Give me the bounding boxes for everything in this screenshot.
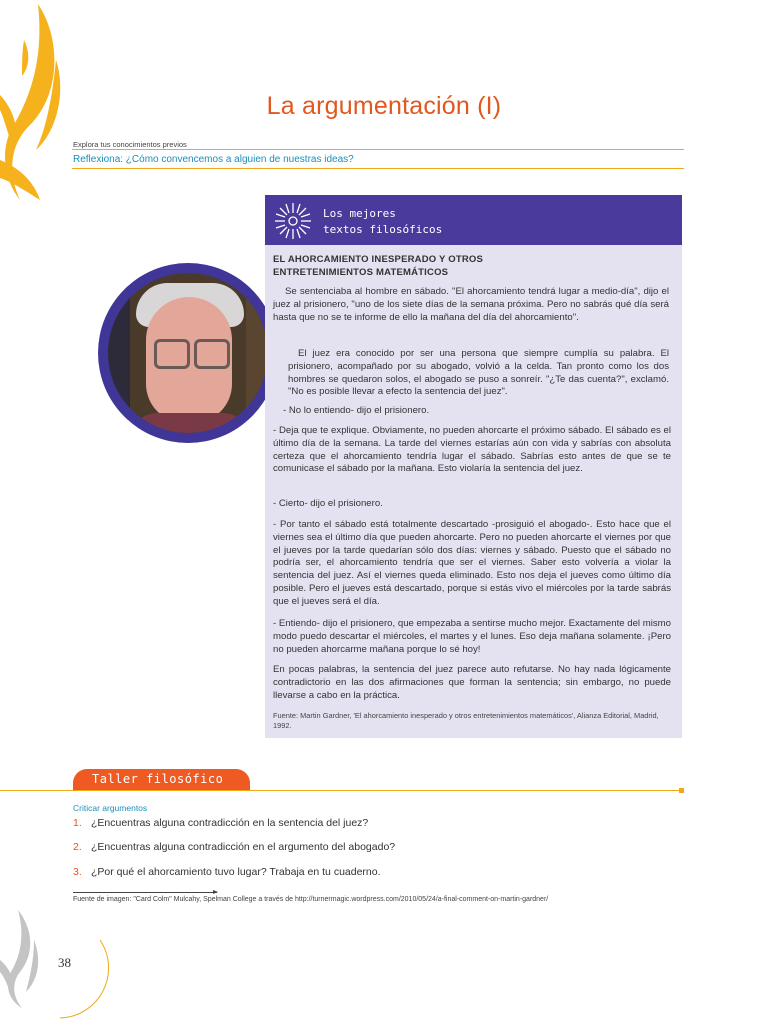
divider xyxy=(0,790,682,791)
taller-label: Taller filosófico xyxy=(92,772,224,786)
paragraph: - Deja que te explique. Obviamente, no pueden ahorcarte el próximo sábado. El sábado es el último día de la semana. La tarde del viernes estarías aún con vida y sabrías con absoluta certeza que el ahorcamiento tendría lugar el sábado. Sabrías esto antes de que se te comunicase el sábado por la mañana. Esto violaría la sentencia del juez. xyxy=(273,425,671,475)
reflexiona-prompt: Reflexiona: ¿Cómo convencemos a alguien de nuestras ideas? xyxy=(73,154,354,165)
starburst-icon xyxy=(272,200,314,242)
question-item xyxy=(73,841,395,853)
portrait-photo xyxy=(108,273,268,433)
divider xyxy=(72,168,684,169)
activity-section: Criticar argumentos xyxy=(73,803,148,813)
paragraph: En pocas palabras, la sentencia del juez parece auto refutarse. No hay nada lógicamente contradictorio en las dos afirmaciones que forman la sentencia; sin embargo, no puede llevarse a cabo en la práctica. xyxy=(273,664,671,701)
question-number: 1. xyxy=(73,817,82,829)
rule-end-marker xyxy=(679,788,684,793)
text-title xyxy=(273,253,673,279)
footnote-rule xyxy=(73,892,217,893)
paragraph: - Entiendo- dijo el prisionero, que empezaba a sentirse mucho mejor. Exactamente del mismo modo puedo descartar el miércoles, el martes y el lunes. Eso deja mañana solamente. ¡Pero no pueden ahorcarme mañana porque lo sé hoy! xyxy=(273,618,671,655)
page-number: 38 xyxy=(58,955,71,970)
question-text: ¿Encuentras alguna contradicción en el argumento del abogado? xyxy=(91,841,396,853)
question-text: ¿Encuentras alguna contradicción en la sentencia del juez? xyxy=(91,817,369,829)
arrow-icon xyxy=(213,890,218,894)
question-item xyxy=(73,817,368,829)
text-title-line: EL AHORCAMIENTO INESPERADO Y OTROS xyxy=(273,254,484,265)
page-title: La argumentación (I) xyxy=(266,92,502,120)
box-heading-line: Los mejores xyxy=(323,207,396,220)
paragraph: - No lo entiendo- dijo el prisionero. xyxy=(283,405,430,416)
paragraph: - Cierto- dijo el prisionero. xyxy=(273,498,383,509)
text-title-line: ENTRETENIMIENTOS MATEMÁTICOS xyxy=(273,267,449,278)
text-source: Fuente: Martin Gardner, 'El ahorcamiento inesperado y otros entretenimientos matemáticos', Alianza Editorial, Madrid, 1992. xyxy=(273,711,659,730)
question-item xyxy=(73,866,381,878)
paragraph: El juez era conocido por ser una persona que siempre cumplía su palabra. El prisionero, acompañado por su abogado, volvió a la celda. Tan pronto como los dos hombres se quedaron solos, el abogado se puso a sonreír. "¿Te das cuenta?", exclamó. "No es posible llevar a efecto la sentencia del juez". xyxy=(288,348,669,398)
divider xyxy=(72,149,684,150)
calligraphy-ornament-bottom xyxy=(0,900,110,1024)
box-heading xyxy=(323,206,442,238)
box-heading-line: textos filosóficos xyxy=(323,223,443,236)
paragraph: Se sentenciaba al hombre en sábado. "El ahorcamiento tendrá lugar a medio-día", dijo el juez al prisionero, "uno de los siete días de la semana próxima. Pero no sabrás qué día será hasta que no se te informe de ello la mañana del día del ahorcamiento". xyxy=(273,286,669,323)
section-label: Explora tus conocimientos previos xyxy=(73,140,187,149)
paragraph: - Por tanto el sábado está totalmente descartado -prosiguió el abogado-. Esto hace que el viernes sea el último día que pueden ahorcarte. Pero no pueden ahorcarte el viernes por que el jueves por la tarde quedarían sólo dos días: viernes y sábado. Puesto que el sábado no podría ser, el ahorcamiento tendría que ser el viernes. Saber esto volvería a violar la sentencia del juez. Así el viernes queda eliminado. Esto nos deja el jueves como último día posible. Pero el jueves está descartado, porque si estás vivo el miércoles por la tarde sabrás que el jueves será el día. xyxy=(273,519,671,607)
question-text: ¿Por qué el ahorcamiento tuvo lugar? Trabaja en tu cuaderno. xyxy=(91,866,381,878)
image-source: Fuente de imagen: "Card Colm" Mulcahy, Spelman College a través de http://turnermagic.wordpress.com/2010/05/24/a-final-comment-on-martin-gardner/ xyxy=(73,896,549,903)
question-number: 3. xyxy=(73,866,82,878)
question-number: 2. xyxy=(73,841,82,853)
